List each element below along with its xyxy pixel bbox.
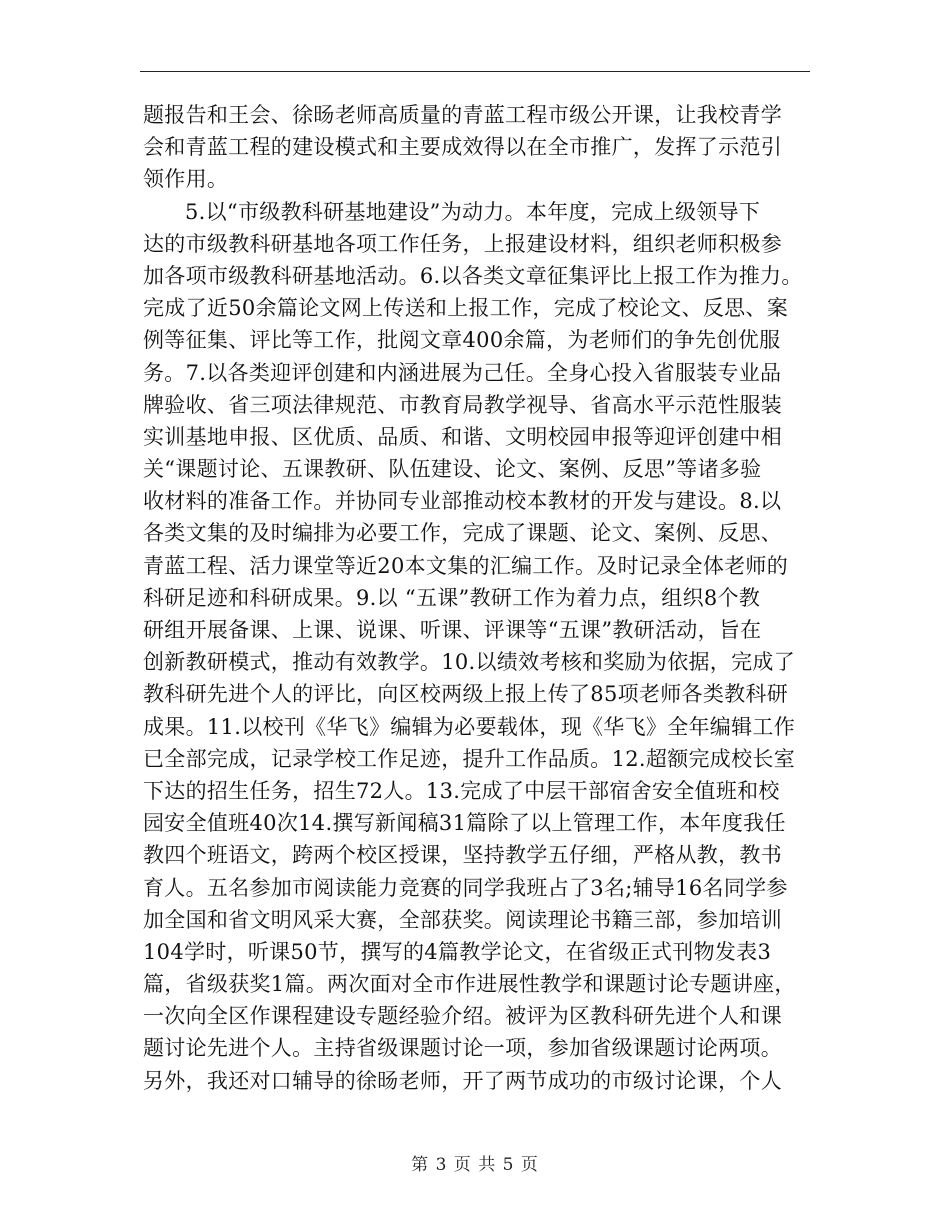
document-body: [143, 99, 811, 1097]
text-line: 牌验收、省三项法律规范、市教育局教学视导、省高水平示范性服装: [143, 392, 782, 417]
text-line: 领作用。: [143, 167, 229, 192]
text-line: 各类文集的及时编排为必要工作，完成了课题、论文、案例、反思、: [143, 521, 782, 546]
text-line: 加全国和省文明风采大赛，全部获奖。阅读理论书籍三部，参加培训: [143, 907, 782, 932]
text-line: 下达的招生任务，招生72人。13.完成了中层干部宿舍安全值班和校: [143, 778, 780, 803]
text-line: 篇，省级获奖1篇。两次面对全市作进展性教学和课题讨论专题讲座，: [143, 972, 796, 997]
text-line: 教科研先进个人的评比，向区校两级上报上传了85项老师各类教科研: [143, 682, 789, 707]
text-line: 收材料的准备工作。并协同专业部推动校本教材的开发与建设。8.以: [143, 489, 782, 514]
page-number: 第 3 页 共 5 页: [411, 1155, 539, 1175]
text-line: 园安全值班40次14.撰写新闻稿31篇除了以上管理工作，本年度我任: [143, 811, 786, 836]
text-line: 另外，我还对口辅导的徐旸老师，开了两节成功的市级讨论课，个人: [143, 1068, 782, 1093]
text-line: 104学时，听课50节，撰写的4篇教学论文，在省级正式刊物发表3: [143, 939, 772, 964]
header-rule: [140, 71, 810, 72]
text-line: 实训基地申报、区优质、品质、和谐、文明校园申报等迎评创建中相: [143, 424, 782, 449]
text-line: 已全部完成，记录学校工作足迹，提升工作品质。12.超额完成校长室: [143, 746, 795, 771]
text-line: 育人。五名参加市阅读能力竞赛的同学我班占了3名;辅导16名同学参: [143, 875, 788, 900]
text-line: 一次向全区作课程建设专题经验介绍。被评为区教科研先进个人和课: [143, 1004, 782, 1029]
text-line: 达的市级教科研基地各项工作任务，上报建设材料，组织老师积极参: [143, 231, 782, 256]
text-line: 题报告和王会、徐旸老师高质量的青蓝工程市级公开课，让我校青学: [143, 103, 782, 127]
text-line: 5.以“市级教科研基地建设”为动力。本年度，完成上级领导下: [185, 199, 761, 224]
text-line: 成果。11.以校刊《华飞》编辑为必要载体，现《华飞》全年编辑工作: [143, 714, 795, 739]
text-line: 关“课题讨论、五课教研、队伍建设、论文、案例、反思”等诸多验: [143, 457, 762, 482]
text-line: 研组开展备课、上课、说课、听课、评课等“五课”教研活动，旨在: [143, 618, 762, 642]
text-line: 青蓝工程、活力课堂等近20本文集的汇编工作。及时记录全体老师的: [143, 553, 789, 578]
text-line: 教四个班语文，跨两个校区授课，坚持教学五仔细，严格从教，教书: [143, 843, 782, 868]
text-line: 科研足迹和科研成果。9.以 “五课”教研工作为着力点，组织8个教: [143, 585, 761, 610]
text-line: 加各项市级教科研基地活动。6.以各类文章征集评比上报工作为推力。: [143, 263, 803, 288]
text-line: 题讨论先进个人。主持省级课题讨论一项，参加省级课题讨论两项。: [143, 1036, 782, 1061]
text-line: 例等征集、评比等工作，批阅文章400余篇，为老师们的争先创优服: [143, 328, 781, 353]
text-line: 创新教研模式，推动有效教学。10.以绩效考核和奖励为依据，完成了: [143, 650, 795, 675]
text-line: 会和青蓝工程的建设模式和主要成效得以在全市推广，发挥了示范引: [143, 135, 782, 160]
text-line: 务。7.以各类迎评创建和内涵进展为己任。全身心投入省服装专业品: [143, 360, 782, 385]
text-line: 完成了近50余篇论文网上传送和上报工作，完成了校论文、反思、案: [143, 296, 789, 321]
